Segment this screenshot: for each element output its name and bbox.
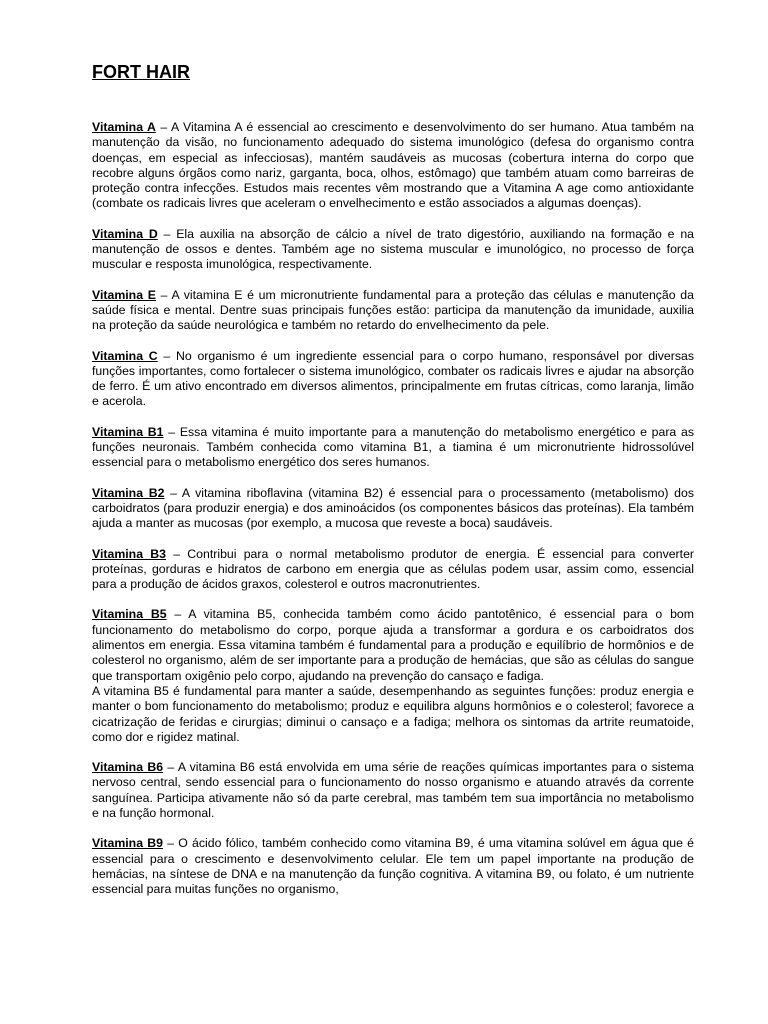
section-text: – Essa vitamina é muito importante para a manutenção do metabolismo energético e para as funções neuronais. Também conhecida como vitamina B1, a tiamina é um micronutriente hidrossolúvel essencial para o metabolismo energético dos seres humanos.	[92, 424, 694, 470]
section-paragraph	[92, 120, 694, 212]
section-heading: Vitamina B6	[92, 760, 164, 775]
section-paragraph	[92, 486, 694, 532]
section-vitamina-a	[92, 120, 694, 212]
section-paragraph	[92, 349, 694, 410]
section-paragraph	[92, 425, 694, 471]
section-heading: Vitamina C	[92, 348, 158, 363]
section-heading: Vitamina B5	[92, 607, 167, 622]
section-vitamina-b5	[92, 607, 694, 745]
section-paragraph	[92, 547, 694, 593]
section-paragraph	[92, 760, 694, 821]
section-heading: Vitamina B3	[92, 546, 166, 561]
section-text: – Ela auxilia na absorção de cálcio a nível de trato digestório, auxiliando na formação e na manutenção de ossos e dentes. Também age no sistema muscular e imunológico, no processo de força muscular e resposta imunológica, respectivamente.	[92, 226, 695, 272]
section-paragraph	[92, 836, 694, 897]
section-vitamina-b2	[92, 486, 694, 532]
section-text: – A vitamina B6 está envolvida em uma série de reações químicas importantes para o sistema nervoso central, sendo essencial para o funcionamento do nosso organismo e atuando através da corrente sanguínea. Participa ativamente não só da parte cerebral, mas também tem sua importância no metabolismo e na função hormonal.	[92, 760, 694, 820]
section-vitamina-b3	[92, 547, 694, 593]
section-vitamina-b1	[92, 425, 694, 471]
document-page	[92, 60, 694, 912]
section-heading: Vitamina A	[92, 120, 156, 134]
section-heading: Vitamina B9	[92, 836, 163, 851]
section-heading: Vitamina B2	[92, 485, 165, 500]
section-heading: Vitamina D	[92, 226, 158, 241]
section-text: – A vitamina riboflavina (vitamina B2) é essencial para o processamento (metabolismo) dos carboidratos (para produzir energia) e dos aminoácidos (os componentes básicos das proteínas). Ela também ajuda a manter as mucosas (por exemplo, a mucosa que reveste a boca) saudáveis.	[92, 485, 694, 531]
section-text: – O ácido fólico, também conhecido como vitamina B9, é uma vitamina solúvel em água que é essencial para o crescimento e desenvolvimento celular. Ele tem um papel importante na produção de hemácias, na síntese de DNA e na manutenção da função cognitiva. A vitamina B9, ou folato, é um nutriente essencial para muitas funções no organismo,	[92, 836, 694, 897]
section-vitamina-b9	[92, 836, 694, 897]
section-heading: Vitamina B1	[92, 424, 164, 439]
section-vitamina-c	[92, 349, 694, 410]
section-text: – No organismo é um ingrediente essencial para o corpo humano, responsável por diversas funções importantes, como fortalecer o sistema imunológico, combater os radicais livres e ajudar na absorção de ferro. É um ativo encontrado em diversos alimentos, principalmente em frutas cítricas, como laranja, limão e acerola.	[92, 348, 694, 409]
section-text: – A vitamina E é um micronutriente fundamental para a proteção das células e manutenção da saúde física e mental. Dentre suas principais funções estão: participa da manutenção da imunidade, auxilia na proteção da saúde neurológica e também no retardo do envelhecimento da pele.	[92, 287, 694, 333]
section-paragraph	[92, 227, 694, 273]
section-vitamina-d	[92, 227, 694, 273]
section-text: – A Vitamina A é essencial ao crescimento e desenvolvimento do ser humano. Atua também na manutenção da visão, no funcionamento adequado do sistema imunológico (defesa do organismo contra doenças, em especial as infecciosas), mantém saudáveis as mucosas (cobertura interna do corpo que recobre alguns órgãos como nariz, garganta, boca, olhos, estômago) que também atuam como barreiras de proteção contra infecções. Estudos mais recentes vêm mostrando que a Vitamina A age como antioxidante (combate os radicais livres que aceleram o envelhecimento e estão associados a algumas doenças).	[92, 120, 694, 211]
section-heading: Vitamina E	[92, 287, 156, 302]
document-title: FORT HAIR	[92, 62, 190, 82]
section-paragraph	[92, 607, 694, 683]
section-vitamina-e	[92, 288, 694, 334]
section-text: – Contribui para o normal metabolismo produtor de energia. É essencial para converter proteínas, gorduras e hidratos de carbono em energia que as células podem usar, assim como, essencial para a produção de ácidos graxos, colesterol e outros macronutrientes.	[92, 546, 695, 592]
section-paragraph	[92, 288, 694, 334]
section-paragraph-continued: A vitamina B5 é fundamental para manter a saúde, desempenhando as seguintes funções: produz energia e manter o bom funcionamento do metabolismo; produz e equilibra alguns hormônios e o colesterol; favorece a cicatrização de feridas e cirurgias; diminui o cansaço e a fadiga; melhora os sintomas da artrite reumatoide, como dor e rigidez matinal.	[92, 683, 694, 744]
section-text: – A vitamina B5, conhecida também como ácido pantotênico, é essencial para o bom funcionamento do metabolismo do corpo, porque ajuda a transformar a gordura e os carboidratos dos alimentos em energia. Essa vitamina também é fundamental para a produção e equilíbrio de hormônios e de colesterol no organismo, além de ser importante para a produção de hemácias, que são as células do sangue que transportam oxigênio pelo corpo, ajudando na prevenção do cansaço e fadiga.	[92, 607, 694, 683]
section-vitamina-b6	[92, 760, 694, 821]
